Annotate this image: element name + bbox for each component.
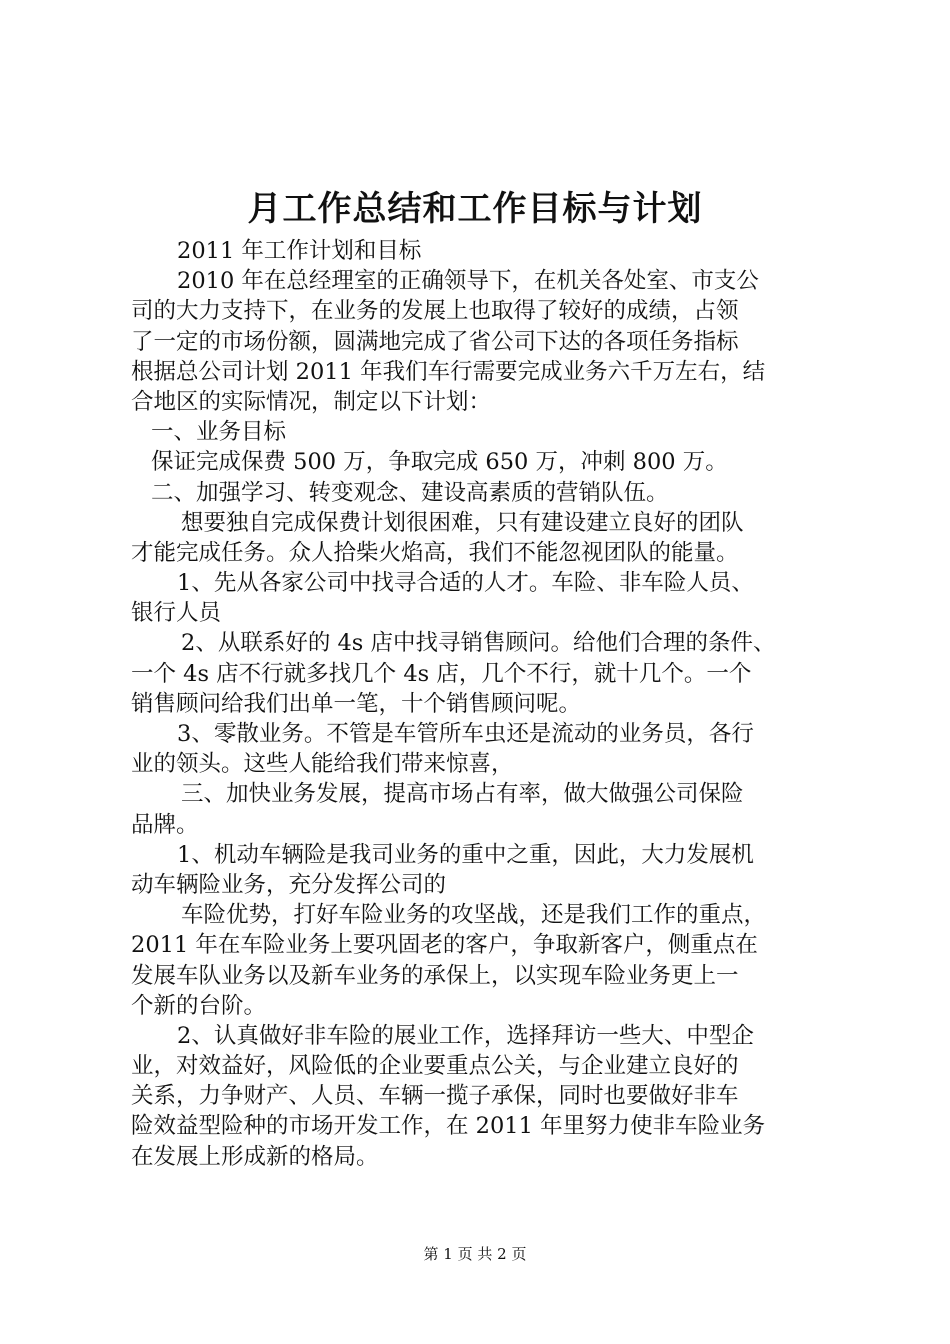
body-line: 3、零散业务。不管是车管所车虫还是流动的业务员，各行 bbox=[177, 721, 754, 747]
body-line: 根据总公司计划 2011 年我们车行需要完成业务六千万左右，结 bbox=[131, 358, 766, 385]
body-line: 2、认真做好非车险的展业工作，选择拜访一些大、中型企 bbox=[177, 1022, 754, 1049]
body-line: 2011 年在车险业务上要巩固老的客户，争取新客户，侧重点在 bbox=[131, 932, 758, 959]
body-line: 保证完成保费 500 万，争取完成 650 万，冲刺 800 万。 bbox=[151, 449, 728, 476]
body-line: 2、从联系好的 4s 店中找寻销售顾问。给他们合理的条件、 bbox=[181, 630, 776, 657]
body-line: 业的领头。这些人能给我们带来惊喜， bbox=[131, 751, 514, 778]
body-line: 2011 年工作计划和目标 bbox=[177, 238, 422, 264]
body-line: 发展车队业务以及新车业务的承保上，以实现车险业务更上一 bbox=[131, 962, 739, 989]
body-line: 合地区的实际情况，制定以下计划： bbox=[131, 388, 492, 415]
body-line: 三、加快业务发展，提高市场占有率，做大做强公司保险 bbox=[181, 781, 744, 808]
body-line: 车险优势，打好车险业务的攻坚战，还是我们工作的重点， bbox=[181, 902, 767, 929]
body-line: 银行人员 bbox=[131, 600, 222, 627]
body-line: 才能完成任务。众人拾柴火焰高，我们不能忽视团队的能量。 bbox=[131, 539, 739, 566]
body-line: 一、业务目标 bbox=[151, 419, 287, 446]
body-line: 关系，力争财产、人员、车辆一揽子承保，同时也要做好非车 bbox=[131, 1083, 739, 1110]
body-line: 在发展上形成新的格局。 bbox=[131, 1143, 379, 1170]
body-line: 二、加强学习、转变观念、建设高素质的营销队伍。 bbox=[151, 479, 669, 506]
document-title: 月工作总结和工作目标与计划 bbox=[247, 189, 703, 229]
body-line: 想要独自完成保费计划很困难，只有建设建立良好的团队 bbox=[181, 509, 744, 536]
body-line: 险效益型险种的市场开发工作，在 2011 年里努力使非车险业务 bbox=[131, 1113, 766, 1140]
body-line: 了一定的市场份额，圆满地完成了省公司下达的各项任务指标 bbox=[131, 328, 739, 355]
body-line: 个新的台阶。 bbox=[131, 992, 267, 1019]
document-body bbox=[131, 236, 831, 1172]
page-footer: 第 1 页 共 2 页 bbox=[423, 1245, 527, 1263]
body-line: 品牌。 bbox=[131, 811, 199, 838]
body-line: 一个 4s 店不行就多找几个 4s 店，几个不行，就十几个。一个 bbox=[131, 660, 752, 687]
body-line: 2010 年在总经理室的正确领导下，在机关各处室、市支公 bbox=[177, 268, 759, 295]
body-line: 动车辆险业务，充分发挥公司的 bbox=[131, 871, 447, 898]
body-line: 销售顾问给我们出单一笔，十个销售顾问呢。 bbox=[131, 690, 582, 717]
body-line: 1、先从各家公司中找寻合适的人才。车险、非车险人员、 bbox=[177, 570, 754, 597]
body-line: 业，对效益好，风险低的企业要重点公关，与企业建立良好的 bbox=[131, 1053, 739, 1080]
body-line: 司的大力支持下，在业务的发展上也取得了较好的成绩，占领 bbox=[131, 298, 739, 325]
body-line: 1、机动车辆险是我司业务的重中之重，因此，大力发展机 bbox=[177, 841, 754, 868]
